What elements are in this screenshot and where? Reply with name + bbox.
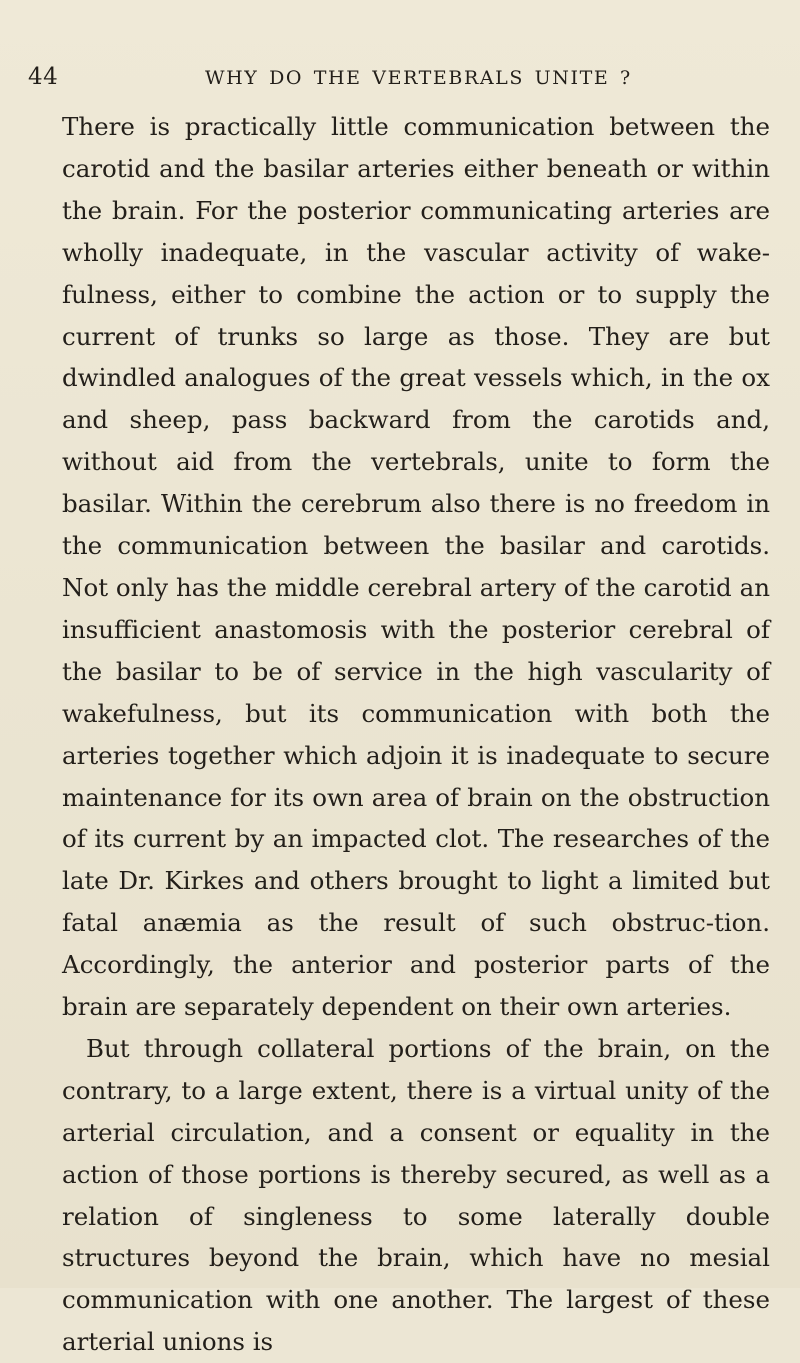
paragraph: There is practically little communication between the carotid and the basilar arteries either beneath or within the brain. For the posterior communicating arteries are wholly inadequate, in the vascular activity of wake-fulness, either to combine the action or to supply the current of trunks so large as those. They are but dwindled analogues of the great vessels which, in the ox and sheep, pass backward from the carotids and, without aid from the vertebrals, unite to form the basilar. Within the cerebrum also there is no freedom in the communication between the basilar and carotids. Not only has the middle cerebral artery of the carotid an insufficient anastomosis with the posterior cerebral of the basilar to be of service in the high vascularity of wakefulness, but its communication with both the arteries together which adjoin it is inadequate to secure maintenance for its own area of brain on the obstruction of its current by an impacted clot. The researches of the late Dr. Kirkes and others brought to light a limited but fatal anæmia as the result of such obstruc-tion. Accordingly, the anterior and posterior parts of the brain are separately dependent on their own arteries. bbox=[62, 112, 770, 1022]
paragraph: But through collateral portions of the brain, on the contrary, to a large extent, there is a virtual unity of the arterial circulation, and a consent or equality in the action of those portions is thereby secured, as well as a relation of singleness to some laterally double structures beyond the brain, which have no mesial communication with one another. The largest of these arterial unions is bbox=[62, 1033, 770, 1357]
running-head: WHY DO THE VERTEBRALS UNITE ? bbox=[205, 67, 632, 89]
page-header bbox=[0, 64, 800, 96]
body-text bbox=[62, 106, 770, 1363]
page-number: 44 bbox=[28, 64, 59, 90]
